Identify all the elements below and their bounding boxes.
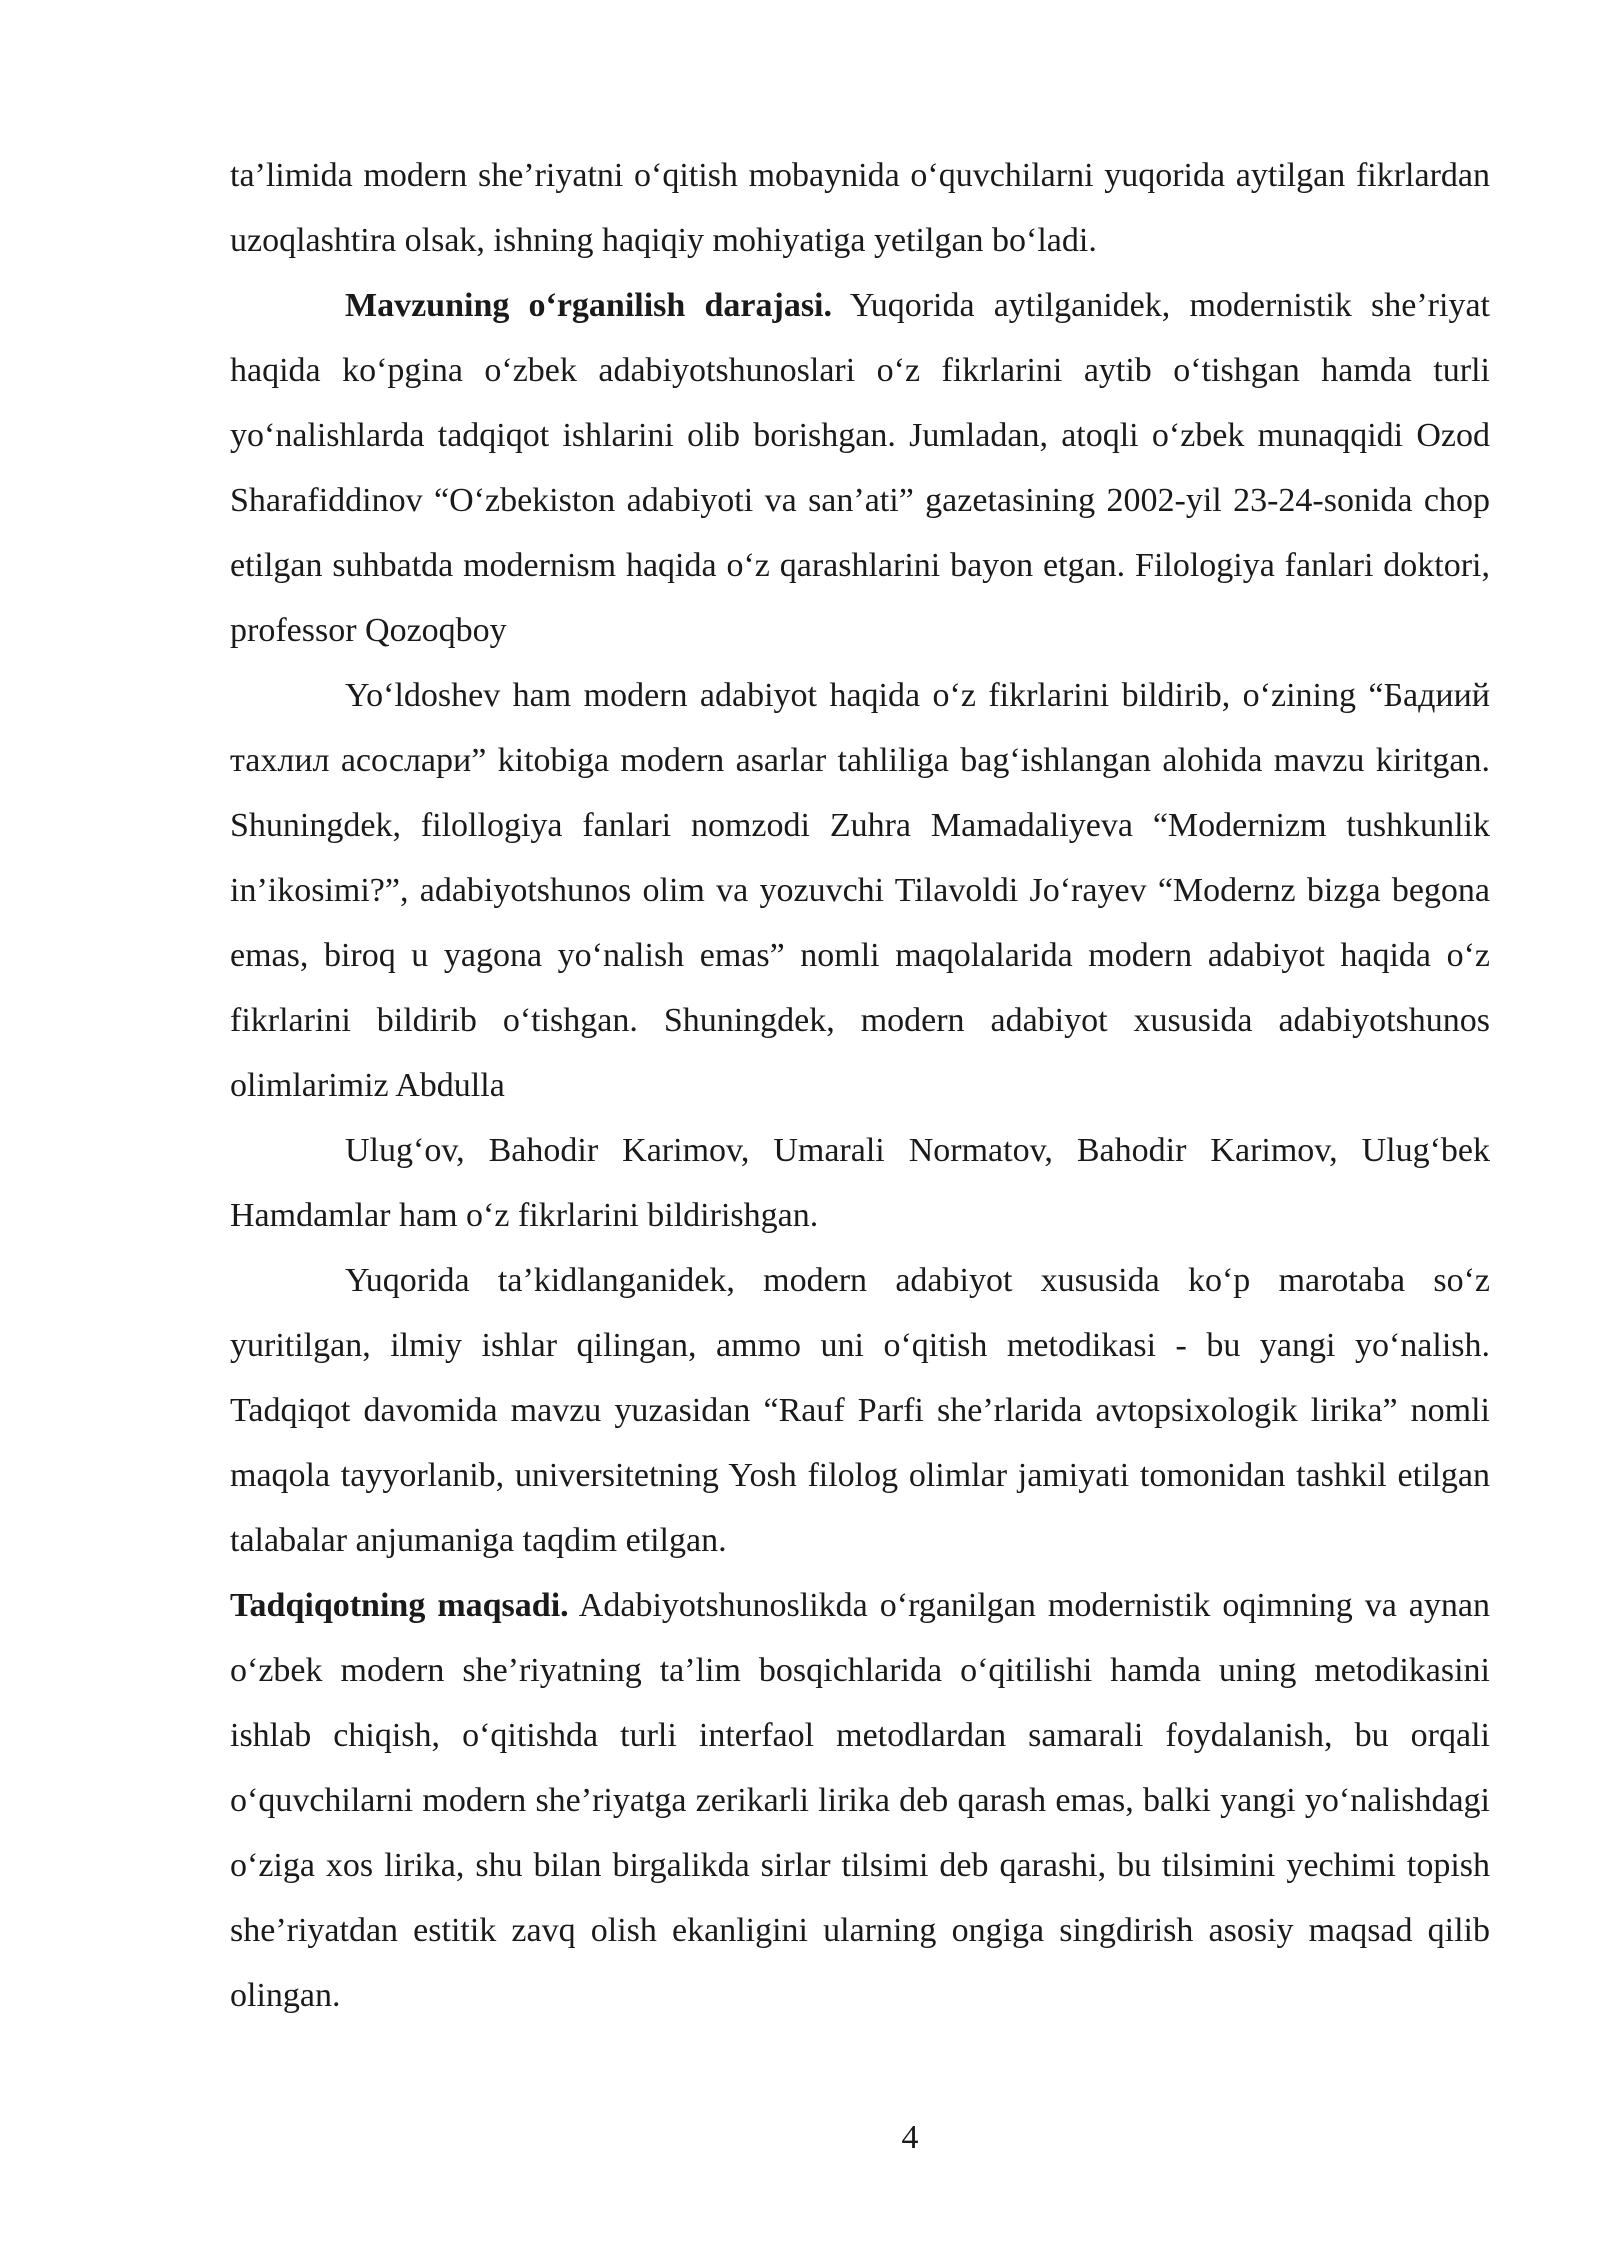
paragraph-text: ta’limida modern she’riyatni o‘qitish mobaynida o‘quvchilarni yuqorida aytilgan fikrlardan uzoqlashtira olsak, ishning haqiqiy mohiyatiga yetilgan bo‘ladi.	[230, 157, 1490, 259]
paragraph-study-level	[230, 273, 1490, 663]
page-number: 4	[901, 2119, 919, 2156]
paragraph-methodology	[230, 1248, 1490, 1573]
paragraph-intro-continuation	[230, 143, 1490, 273]
section-heading-study-level: Mavzuning o‘rganilish darajasi.	[345, 287, 832, 324]
paragraph-yoldoshev	[230, 663, 1490, 1118]
body-text	[230, 143, 1490, 2028]
paragraph-research-goal	[230, 1573, 1490, 2028]
paragraph-scholars	[230, 1118, 1490, 1248]
paragraph-text: Ulug‘ov, Bahodir Karimov, Umarali Normatov, Bahodir Karimov, Ulug‘bek Hamdamlar ham o‘z fikrlarini bildirishgan.	[230, 1132, 1490, 1234]
section-heading-research-goal: Tadqiqotning maqsadi.	[230, 1587, 569, 1624]
paragraph-text: Yuqorida aytilganidek, modernistik she’riyat haqida ko‘pgina o‘zbek adabiyotshunoslari o‘z fikrlarini aytib o‘tishgan hamda turli yo‘nalishlarda tadqiqot ishlarini olib borishgan. Jumladan, atoqli o‘zbek munaqqidi Ozod Sharafiddinov “O‘zbekiston adabiyoti va san’ati” gazetasining 2002-yil 23-24-sonida chop etilgan suhbatda modernism haqida o‘z qarashlarini bayon etgan. Filologiya fanlari doktori, professor Qozoqboy	[230, 287, 1490, 649]
paragraph-text: Adabiyotshunoslikda o‘rganilgan modernistik oqimning va aynan o‘zbek modern she’riyatning ta’lim bosqichlarida o‘qitilishi hamda uning metodikasini ishlab chiqish, o‘qitishda turli interfaol metodlardan samarali foydalanish, bu orqali o‘quvchilarni modern she’riyatga zerikarli lirika deb qarash emas, balki yangi yo‘nalishdagi o‘ziga xos lirika, shu bilan birgalikda sirlar tilsimi deb qarashi, bu tilsimini yechimi topish she’riyatdan estitik zavq olish ekanligini ularning ongiga singdirish asosiy maqsad qilib olingan.	[230, 1587, 1490, 2014]
paragraph-text: Yo‘ldoshev ham modern adabiyot haqida o‘z fikrlarini bildirib, o‘zining “Бадиий тахлил асослари” kitobiga modern asarlar tahliliga bag‘ishlangan alohida mavzu kiritgan. Shuningdek, filollogiya fanlari nomzodi Zuhra Mamadaliyeva “Modernizm tushkunlik in’ikosimi?”, adabiyotshunos olim va yozuvchi Tilavoldi Jo‘rayev “Modernz bizga begona emas, biroq u yagona yo‘nalish emas” nomli maqolalarida modern adabiyot haqida o‘z fikrlarini bildirib o‘tishgan. Shuningdek, modern adabiyot xususida adabiyotshunos olimlarimiz Abdulla	[230, 677, 1490, 1104]
paragraph-text: Yuqorida ta’kidlanganidek, modern adabiyot xususida ko‘p marotaba so‘z yuritilgan, ilmiy ishlar qilingan, ammo uni o‘qitish metodikasi - bu yangi yo‘nalish. Tadqiqot davomida mavzu yuzasidan “Rauf Parfi she’rlarida avtopsixologik lirika” nomli maqola tayyorlanib, universitetning Yosh filolog olimlar jamiyati tomonidan tashkil etilgan talabalar anjumaniga taqdim etilgan.	[230, 1262, 1490, 1559]
